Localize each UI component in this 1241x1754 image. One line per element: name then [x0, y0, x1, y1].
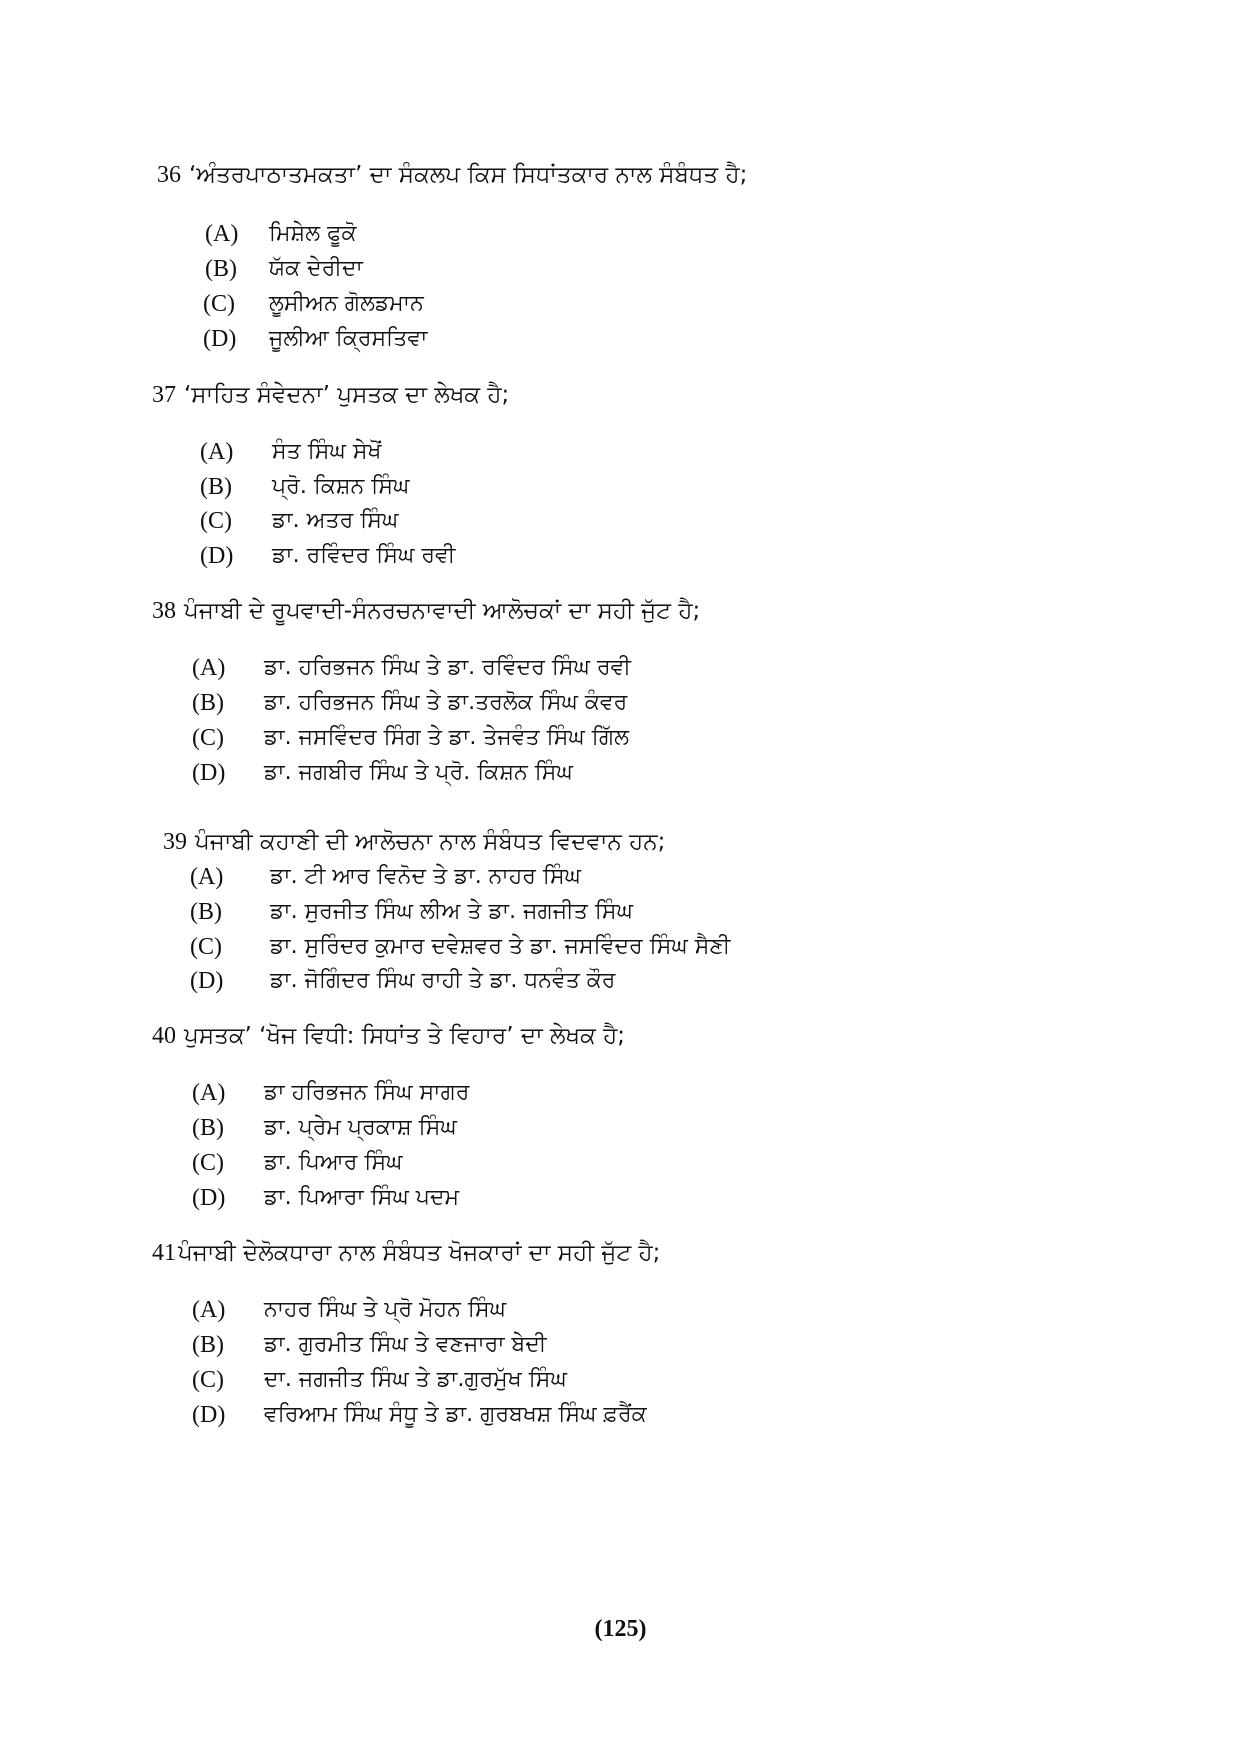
question-number: 37: [152, 382, 176, 408]
option-label: (B): [205, 256, 237, 282]
option-label: (D): [203, 326, 237, 352]
option-label: (A): [205, 221, 239, 247]
question-41: [152, 1240, 660, 1267]
option-text: ਡਾ. ਰਵਿੰਦਰ ਸਿੰਘ ਰਵੀ: [272, 543, 456, 568]
option-label: (B): [192, 1115, 224, 1141]
option-text: ਡਾ ਹਰਿਭਜਨ ਸਿੰਘ ਸਾਗਰ: [264, 1080, 470, 1105]
question-37: [152, 382, 509, 409]
option-text: ਸੰਤ ਸਿੰਘ ਸੇਖੋਂ: [272, 439, 382, 464]
option-label: (D): [192, 1402, 226, 1428]
option-text: ਡਾ. ਪ੍ਰੇਮ ਪ੍ਰਕਾਸ਼ ਸਿੰਘ: [264, 1115, 457, 1140]
question-text: ‘ਸਾਹਿਤ ਸੰਵੇਦਨਾ’ ਪੁਸਤਕ ਦਾ ਲੇਖਕ ਹੈ;: [184, 382, 510, 408]
option-text: ਡਾ. ਹਰਿਭਜਨ ਸਿੰਘ ਤੇ ਡਾ. ਰਵਿੰਦਰ ਸਿੰਘ ਰਵੀ: [264, 655, 631, 680]
option-label: (C): [192, 1150, 224, 1176]
option-text: ਡਾ. ਸੁਰਜੀਤ ਸਿੰਘ ਲੀਅ ਤੇ ਡਾ. ਜਗਜੀਤ ਸਿੰਘ: [270, 899, 633, 924]
option-text: ਨਾਹਰ ਸਿੰਘ ਤੇ ਪ੍ਰੋ ਮੋਹਨ ਸਿੰਘ: [264, 1297, 507, 1322]
option-label: (A): [200, 439, 234, 465]
option-label: (A): [192, 655, 226, 681]
option-label: (C): [200, 508, 232, 534]
question-text: ਪੁਸਤਕ’ ‘ਖੋਜ ਵਿਧੀ: ਸਿਧਾਂਤ ਤੇ ਵਿਹਾਰ’ ਦਾ ਲੇਖਕ ਹੈ;: [184, 1023, 625, 1049]
option-label: (B): [192, 690, 224, 716]
option-label: (D): [190, 968, 224, 994]
question-40: [152, 1023, 625, 1050]
option-text: ਲੂਸੀਅਨ ਗੋਲਡਮਾਨ: [269, 291, 424, 316]
option-text: ਡਾ. ਅਤਰ ਸਿੰਘ: [272, 508, 399, 533]
option-label: (B): [192, 1332, 224, 1358]
option-label: (C): [203, 291, 235, 317]
question-39: [163, 829, 665, 856]
option-label: (D): [200, 543, 234, 569]
option-label: (A): [192, 1080, 226, 1106]
option-label: (B): [190, 899, 222, 925]
option-text: ਡਾ. ਜੋਗਿੰਦਰ ਸਿੰਘ ਰਾਹੀ ਤੇ ਡਾ. ਧਨਵੰਤ ਕੌਰ: [270, 968, 616, 993]
question-number: 39: [163, 829, 187, 855]
option-label: (C): [192, 725, 224, 751]
question-text: ਪੰਜਾਬੀ ਕਹਾਣੀ ਦੀ ਆਲੋਚਨਾ ਨਾਲ ਸੰਬੰਧਤ ਵਿਦਵਾਨ ਹਨ;: [195, 829, 666, 855]
option-label: (A): [190, 864, 224, 890]
option-text: ਡਾ. ਪਿਆਰ ਸਿੰਘ: [264, 1150, 403, 1175]
option-label: (C): [190, 934, 222, 960]
question-text: ਪੰਜਾਬੀ ਦੇ ਰੂਪਵਾਦੀ-ਸੰਨਰਚਨਾਵਾਦੀ ਆਲੋਚਕਾਂ ਦਾ ਸਹੀ ਜੁੱਟ ਹੈ;: [184, 598, 701, 624]
question-text: ਪੰਜਾਬੀ ਦੇਲੋਕਧਾਰਾ ਨਾਲ ਸੰਬੰਧਤ ਖੋਜਕਾਰਾਂ ਦਾ ਸਹੀ ਜੁੱਟ ਹੈ;: [178, 1240, 661, 1266]
question-text: ‘ਅੰਤਰਪਾਠਾਤਮਕਤਾ’ ਦਾ ਸੰਕਲਪ ਕਿਸ ਸਿਧਾਂਤਕਾਰ ਨਾਲ ਸੰਬੰਧਤ ਹੈ;: [189, 162, 748, 188]
question-number: 41: [152, 1240, 176, 1266]
option-text: ਡਾ. ਜਗਬੀਰ ਸਿੰਘ ਤੇ ਪ੍ਰੋ. ਕਿਸ਼ਨ ਸਿੰਘ: [264, 760, 573, 785]
page-number: (125): [594, 1616, 647, 1642]
option-text: ਮਿਸ਼ੇਲ ਫੂਕੋ: [269, 221, 357, 246]
question-38: [152, 598, 700, 625]
option-label: (A): [192, 1297, 226, 1323]
option-text: ਪ੍ਰੋ. ਕਿਸ਼ਨ ਸਿੰਘ: [272, 474, 410, 499]
question-number: 40: [152, 1023, 176, 1049]
question-number: 36: [157, 162, 181, 188]
option-text: ਵਰਿਆਮ ਸਿੰਘ ਸੰਧੂ ਤੇ ਡਾ. ਗੁਰਬਖਸ਼ ਸਿੰਘ ਫ਼ਰੈਂਕ: [264, 1402, 647, 1427]
option-text: ਡਾ. ਸੁਰਿੰਦਰ ਕੁਮਾਰ ਦਵੇਸ਼ਵਰ ਤੇ ਡਾ. ਜਸਵਿੰਦਰ ਸਿੰਘ ਸੈਣੀ: [270, 934, 731, 959]
question-number: 38: [152, 598, 176, 624]
option-text: ਯੱਕ ਦੇਰੀਦਾ: [269, 256, 363, 281]
option-text: ਡਾ. ਜਸਵਿੰਦਰ ਸਿੰਗ ਤੇ ਡਾ. ਤੇਜਵੰਤ ਸਿੰਘ ਗਿੱਲ: [264, 725, 629, 750]
option-text: ਡਾ. ਪਿਆਰਾ ਸਿੰਘ ਪਦਮ: [264, 1185, 460, 1210]
option-text: ਡਾ. ਗੁਰਮੀਤ ਸਿੰਘ ਤੇ ਵਣਜਾਰਾ ਬੇਦੀ: [264, 1332, 547, 1357]
option-label: (C): [192, 1367, 224, 1393]
option-label: (D): [192, 760, 226, 786]
option-text: ਜੂਲੀਆ ਕ੍ਰਿਸਤਿਵਾ: [269, 326, 428, 351]
option-text: ਦਾ. ਜਗਜੀਤ ਸਿੰਘ ਤੇ ਡਾ.ਗੁਰਮੁੱਖ ਸਿੰਘ: [264, 1367, 567, 1392]
option-label: (D): [192, 1185, 226, 1211]
option-text: ਡਾ. ਹਰਿਭਜਨ ਸਿੰਘ ਤੇ ਡਾ.ਤਰਲੋਕ ਸਿੰਘ ਕੰਵਰ: [264, 690, 628, 715]
option-text: ਡਾ. ਟੀ ਆਰ ਵਿਨੋਦ ਤੇ ਡਾ. ਨਾਹਰ ਸਿੰਘ: [270, 864, 581, 889]
option-label: (B): [200, 474, 232, 500]
question-36: [157, 162, 747, 189]
